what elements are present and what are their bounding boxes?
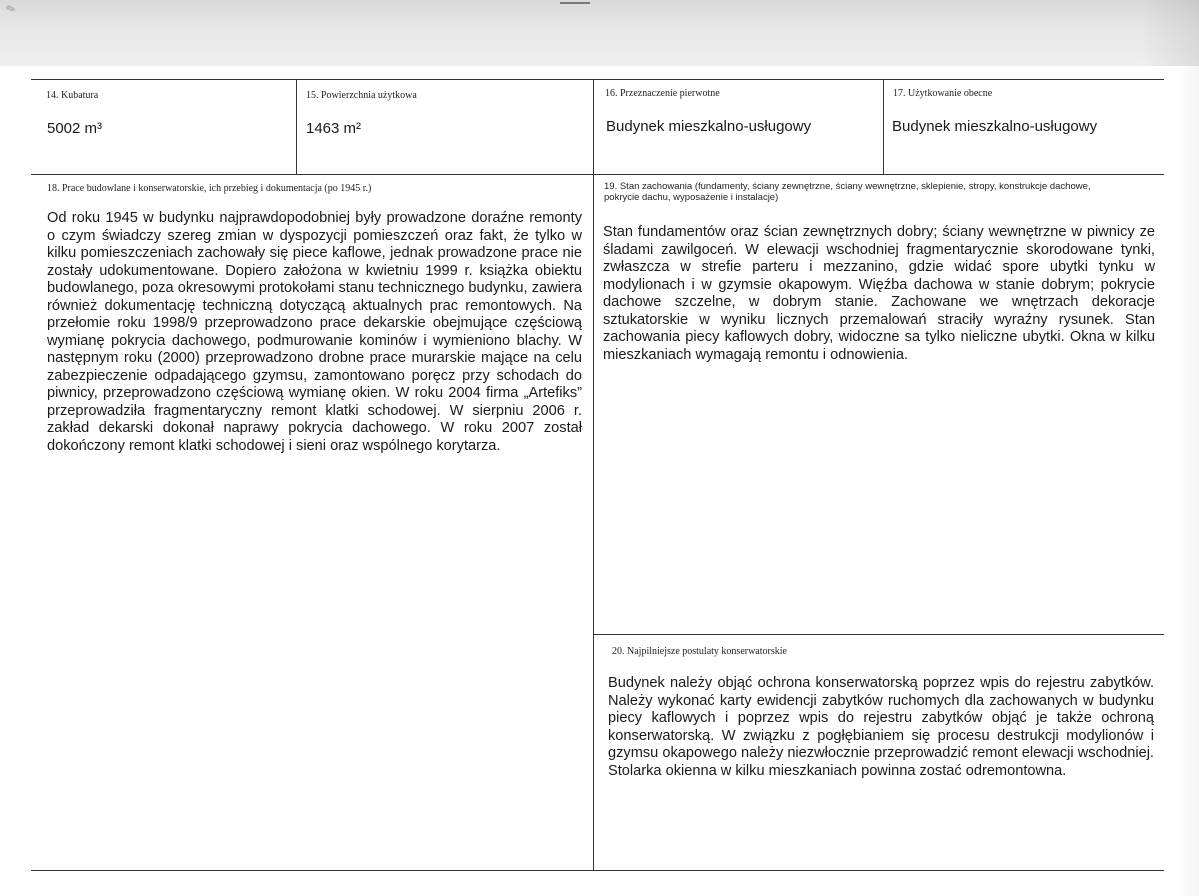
field-value: 5002 m³: [47, 120, 103, 137]
field-text: Od roku 1945 w budynku najprawdopodobniej były prowadzone doraźne remonty o czym świadczy szereg zmian w dyspozycji pomieszczeń oraz fakt, że tylko w kilku pomieszczeniach zachowały się piece kaflowe, jednak prowadzone prace nie zostały udokumentowane. Dopiero założona w kwietniu 1999 r. książka obiektu budowlanego, poza okresowymi protokołami stanu technicznego budynku, zawiera również dokumentację techniczną dotyczącą aktualnych prac remontowych. Na przełomie roku 1998/9 przeprowadzono prace dekarskie obejmujące częściową wymianę pokrycia dachowego, podmurowanie kominów i wymieniono blachy. W następnym roku (2000) przeprowadzono drobne prace murarskie mające na celu zabezpieczenie odpadającego gzymsu, zamontowano poręcz przy schodach do piwnicy, przeprowadzono częściową wymianę okien. W roku 2004 firma „Artefiks” przeprowadziła fragmentaryczny remont klatki schodowej. W sierpniu 2006 r. zakład dekarski dokonał naprawy pokrycia dachowego. W roku 2007 został dokończony remont klatki schodowej i sieni oraz wspólnego korytarza.: [47, 210, 582, 454]
right-divider-19-20: [594, 634, 1164, 635]
scan-dash-mark: [560, 2, 590, 4]
field-label: 20. Najpilniejsze postulaty konserwatorskie: [612, 646, 787, 657]
divider-center: [593, 79, 594, 870]
scan-right-edge: [1175, 66, 1199, 896]
field-value: 1463 m²: [306, 120, 362, 137]
row-divider-1: [31, 174, 1164, 175]
field-label: 19. Stan zachowania (fundamenty, ściany zewnętrzne, ściany wewnętrzne, sklepienie, stropy, konstrukcje dachowe, pokrycie dachu, wyposażenie i instalacje): [604, 181, 1091, 203]
field-label: 15. Powierzchnia użytkowa: [306, 90, 417, 101]
field-label: 14. Kubatura: [46, 90, 99, 101]
field-label: 16. Przeznaczenie pierwotne: [605, 88, 720, 99]
divider-16-17: [883, 79, 884, 174]
scan-mark-icon: ✎: [3, 0, 19, 18]
bottom-rule: [31, 870, 1164, 871]
field-value: Budynek mieszkalno-usługowy: [606, 118, 812, 135]
divider-14-15: [296, 79, 297, 174]
top-rule: [31, 79, 1164, 80]
field-label: 18. Prace budowlane i konserwatorskie, ich przebieg i dokumentacja (po 1945 r.): [47, 183, 372, 194]
field-value: Budynek mieszkalno-usługowy: [892, 118, 1098, 135]
scan-top-edge: [0, 0, 1199, 66]
field-text: Budynek należy objąć ochrona konserwatorską poprzez wpis do rejestru zabytków. Należy wykonać karty ewidencji zabytków ruchomych dla zachowanych w budynku piecy kaflowych i poprzez wpis do rejestru zabytków objąć je także ochroną konserwatorską. W związku z pogłębianiem się procesu destrukcji modylionów i gzymsu okapowego należy niezwłocznie przeprowadzić remont elewacji wschodniej. Stolarka okienna w kilku mieszkaniach powinna zostać odremontowna.: [608, 675, 1154, 779]
field-text: Stan fundamentów oraz ścian zewnętrznych dobry; ściany wewnętrzne w piwnicy ze śladami zawilgoceń. W elewacji wschodniej fragmentarycznie skorodowane tynki, zwłaszcza w strefie parteru i mezzanino, gdzie widać spore ubytki tynku w modylionach i w gzymsie okapowym. Więźba dachowa w stanie dobrym; pokrycie dachowe szczelne, w dobrym stanie. Zachowane we wnętrzach dekoracje sztukatorskie w wyniku licznych przemalowań straciły wyraźny rysunek. Stan zachowania piecy kaflowych dobry, widoczne sa tylko nieliczne ubytki. Okna w kilku mieszkaniach wymagają remontu i odnowienia.: [603, 224, 1155, 363]
field-label: 17. Użytkowanie obecne: [893, 88, 993, 99]
